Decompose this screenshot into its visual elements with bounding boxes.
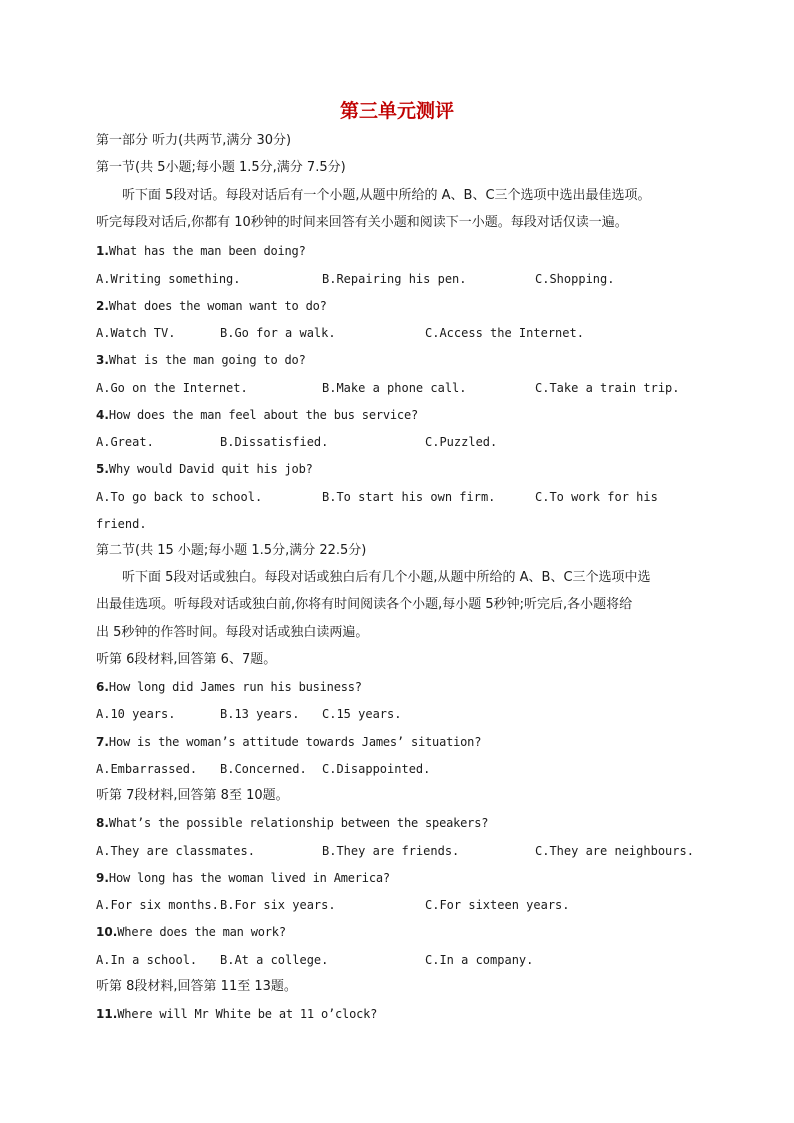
option-a: A.Watch TV. (96, 326, 176, 340)
section1-instruction-line2: 听完每段对话后,你都有 10秒钟的时间来回答有关小题和阅读下一小题。每段对话仅读一遍。 (96, 215, 628, 230)
question-number: 3. (96, 353, 109, 367)
question-number: 10. (96, 925, 118, 939)
option-c: C.15 years. (322, 707, 402, 721)
question-6 (96, 678, 362, 697)
section1-heading: 第一节(共 5小题;每小题 1.5分,满分 7.5分) (96, 160, 346, 175)
question-number: 4. (96, 408, 109, 422)
option-a: A.To go back to school. (96, 490, 263, 504)
option-b: B.They are friends. (322, 844, 460, 858)
option-c: C.They are neighbours. (535, 844, 694, 858)
option-a: A.Embarrassed. (96, 762, 198, 776)
question-text: How long has the woman lived in America? (108, 871, 390, 885)
question-8 (96, 814, 488, 833)
option-b: B.At a college. (220, 953, 329, 967)
option-c: C.Access the Internet. (425, 326, 584, 340)
option-c: C.Disappointed. (322, 762, 431, 776)
option-a: A.In a school. (96, 953, 198, 967)
section2-instruction-line3: 出 5秒钟的作答时间。每段对话或独白读两遍。 (96, 625, 369, 640)
question-text: What has the man been doing? (108, 244, 306, 258)
question-3 (96, 351, 306, 370)
option-c: C.In a company. (425, 953, 534, 967)
question-10 (96, 923, 286, 942)
question-11 (96, 1005, 377, 1024)
option-a: A.Great. (96, 435, 154, 449)
option-b: B.Go for a walk. (220, 326, 336, 340)
part1-heading: 第一部分 听力(共两节,满分 30分) (96, 133, 292, 148)
option-b: B.Dissatisfied. (220, 435, 329, 449)
section2-instruction-line2: 出最佳选项。听每段对话或独白前,你将有时间阅读各个小题,每小题 5秒钟;听完后,各小题将给 (96, 597, 633, 612)
option-b: B.To start his own firm. (322, 490, 496, 504)
section2-instruction-line1: 听下面 5段对话或独白。每段对话或独白后有几个小题,从题中所给的 A、B、C三个选项中选 (122, 570, 651, 585)
material-6-note: 听第 6段材料,回答第 6、7题。 (96, 652, 277, 667)
question-number: 5. (96, 462, 109, 476)
option-c: C.To work for his (535, 490, 658, 504)
option-a: A.Writing something. (96, 272, 241, 286)
question-9 (96, 869, 390, 888)
question-number: 11. (96, 1007, 118, 1021)
question-text: Where will Mr White be at 11 o’clock? (117, 1007, 378, 1021)
question-4 (96, 406, 418, 425)
question-number: 8. (96, 816, 109, 830)
section1-instruction-line1: 听下面 5段对话。每段对话后有一个小题,从题中所给的 A、B、C三个选项中选出最佳选项。 (122, 188, 651, 203)
page-title: 第三单元测评 (339, 100, 454, 122)
question-number: 2. (96, 299, 109, 313)
question-text: How does the man feel about the bus service? (108, 408, 419, 422)
section2-heading: 第二节(共 15 小题;每小题 1.5分,满分 22.5分) (96, 543, 367, 558)
question-text: Why would David quit his job? (108, 462, 313, 476)
material-8-note: 听第 8段材料,回答第 11至 13题。 (96, 979, 297, 994)
question-text: How is the woman’s attitude towards James’ situation? (108, 735, 482, 749)
question-number: 6. (96, 680, 109, 694)
question-text: What is the man going to do? (108, 353, 306, 367)
question-text: How long did James run his business? (108, 680, 362, 694)
option-c: C.Puzzled. (425, 435, 498, 449)
question-text: Where does the man work? (117, 925, 286, 939)
option-b: B.Repairing his pen. (322, 272, 467, 286)
option-c-continuation: friend. (96, 517, 147, 531)
question-number: 9. (96, 871, 109, 885)
question-1 (96, 242, 306, 261)
option-b: B.Concerned. (220, 762, 307, 776)
option-a: A.For six months. (96, 898, 219, 912)
option-c: C.Take a train trip. (535, 381, 680, 395)
option-a: A.They are classmates. (96, 844, 255, 858)
option-a: A.10 years. (96, 707, 176, 721)
option-c: C.Shopping. (535, 272, 615, 286)
question-number: 7. (96, 735, 109, 749)
question-7 (96, 733, 481, 752)
question-5 (96, 460, 313, 479)
option-b: B.13 years. (220, 707, 300, 721)
question-text: What does the woman want to do? (108, 299, 327, 313)
material-7-note: 听第 7段材料,回答第 8至 10题。 (96, 788, 289, 803)
question-2 (96, 297, 327, 316)
option-a: A.Go on the Internet. (96, 381, 248, 395)
option-b: B.Make a phone call. (322, 381, 467, 395)
question-text: What’s the possible relationship between the speakers? (108, 816, 489, 830)
option-c: C.For sixteen years. (425, 898, 570, 912)
question-number: 1. (96, 244, 109, 258)
option-b: B.For six years. (220, 898, 336, 912)
